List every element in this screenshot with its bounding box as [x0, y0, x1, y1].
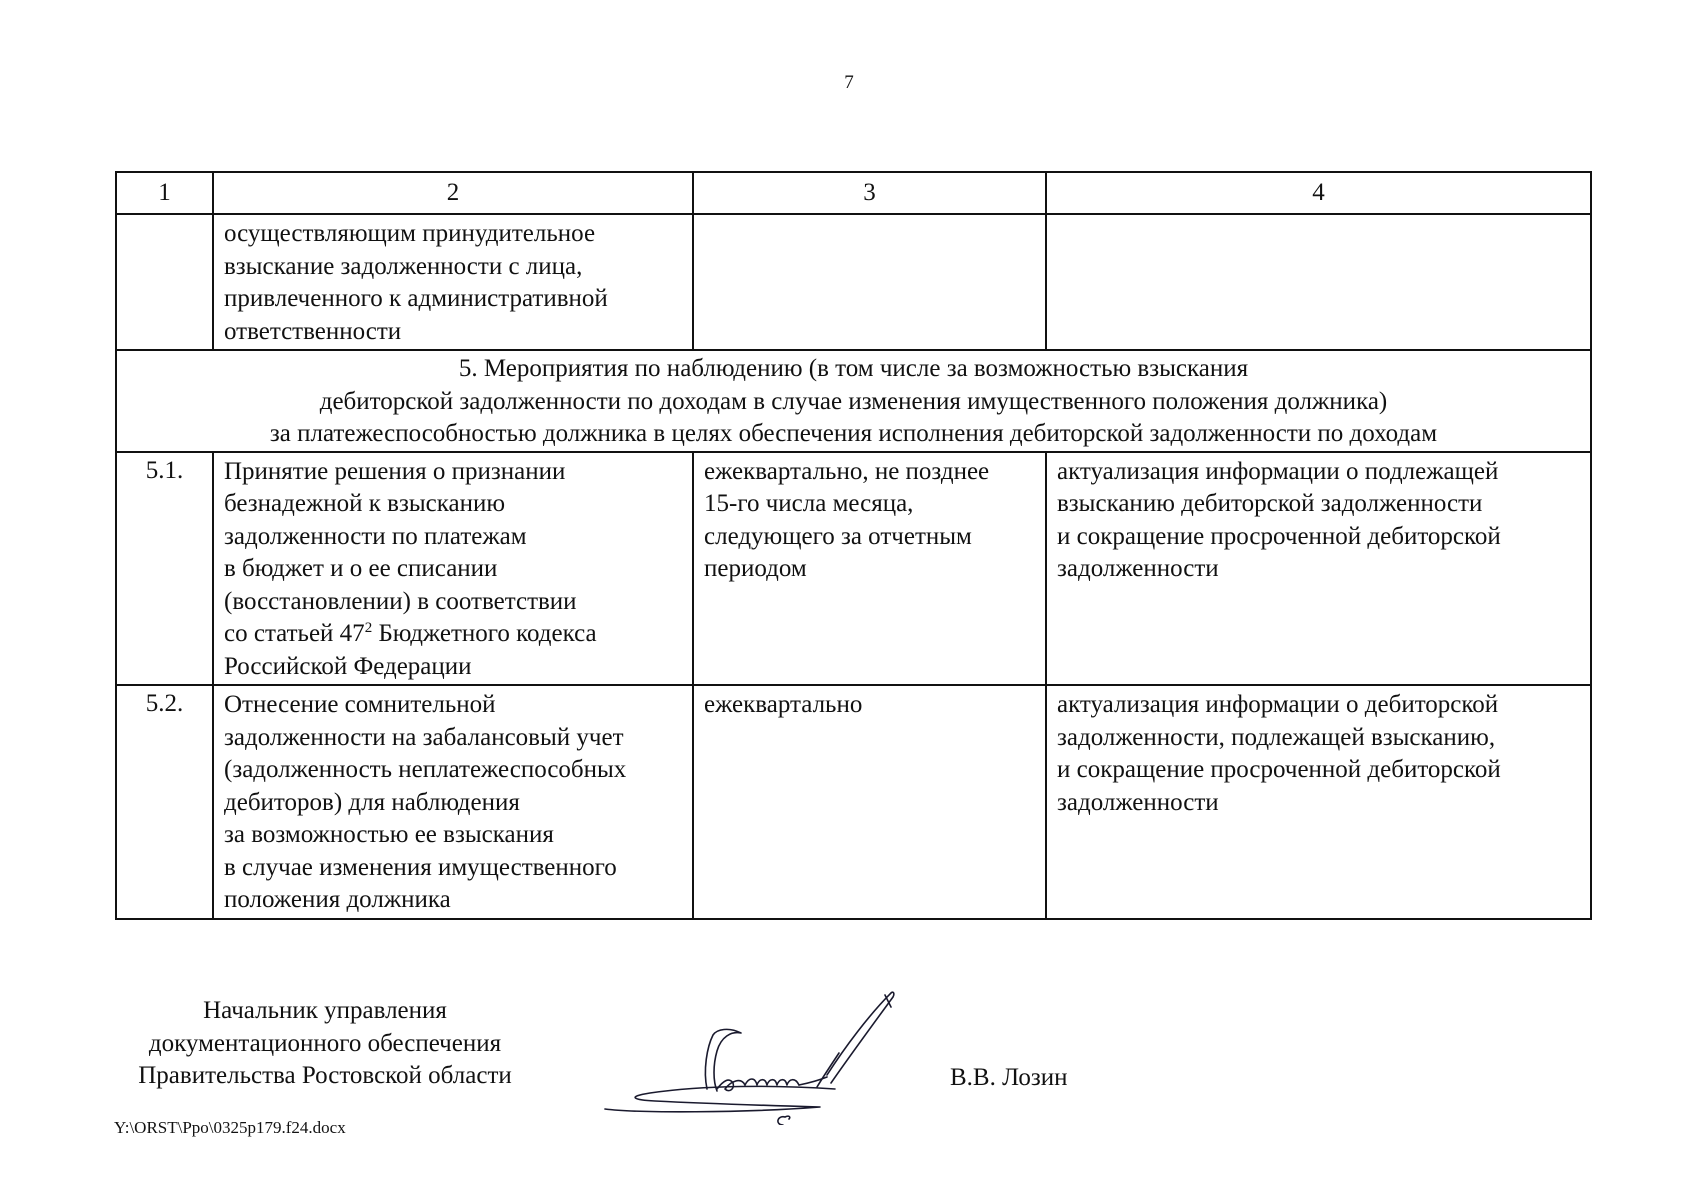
cell-result-5-2: актуализация информации о дебиторской задолженности, подлежащей взысканию, и сокращение просроченной дебиторской задолженности [1046, 685, 1591, 919]
document-file-path: Y:\ORST\Ppo\0325p179.f24.docx [114, 1118, 346, 1137]
cell-measure-continuation: осуществляющим принудительное взыскание задолженности с лица, привлеченного к административной ответственности [213, 214, 693, 350]
cell-deadline-5-2: ежеквартально [693, 685, 1046, 919]
section-5-heading: 5. Мероприятия по наблюдению (в том числе за возможностью взыскания дебиторской задолженности по доходам в случае изменения имущественного положения должника) за платежеспособностью должника в целях обеспечения исполнения дебиторской задолженности по доходам [116, 350, 1591, 452]
signer-position: Начальник управления документационного обеспечения Правительства Ростовской области [138, 997, 512, 1089]
cell-result-empty [1046, 214, 1591, 350]
row-number-5-2: 5.2. [116, 685, 213, 919]
header-cell-1: 1 [116, 172, 213, 214]
signer-name: В.В. Лозин [950, 1064, 1068, 1091]
cell-measure-5-1: Принятие решения о признании безнадежной к взысканию задолженности по платежам в бюджет и о ее списании (восстановлении) в соответствии со статьей $47^2$ Бюджетного кодекса Российской Федерации [213, 452, 693, 686]
cell-deadline-5-1: ежеквартально, не позднее 15-го числа месяца, следующего за отчетным периодом [693, 452, 1046, 686]
cell-number-empty [116, 214, 213, 350]
row-number-5-1: 5.1. [116, 452, 213, 686]
section-5-heading-row [116, 350, 1591, 452]
header-cell-3: 3 [693, 172, 1046, 214]
table-row-5-1 [116, 452, 1591, 686]
cell-deadline-empty [693, 214, 1046, 350]
page-number: 7 [844, 72, 854, 93]
article-reference-line: со статьей $47^2$ Бюджетного кодекса [224, 620, 597, 647]
cell-measure-5-2: Отнесение сомнительной задолженности на забалансовый учет (задолженность неплатежеспособных дебиторов) для наблюдения за возможностью ее взыскания в случае изменения имущественного положения должника [213, 685, 693, 919]
handwritten-signature [595, 985, 935, 1125]
header-cell-2: 2 [213, 172, 693, 214]
header-cell-4: 4 [1046, 172, 1591, 214]
article-superscript: 2 [364, 620, 373, 636]
cell-result-5-1: актуализация информации о подлежащей взысканию дебиторской задолженности и сокращение просроченной дебиторской задолженности [1046, 452, 1591, 686]
table-row-continuation [116, 214, 1591, 350]
measures-table [115, 171, 1592, 920]
table-row-5-2 [116, 685, 1591, 919]
table-header-row [116, 172, 1591, 214]
